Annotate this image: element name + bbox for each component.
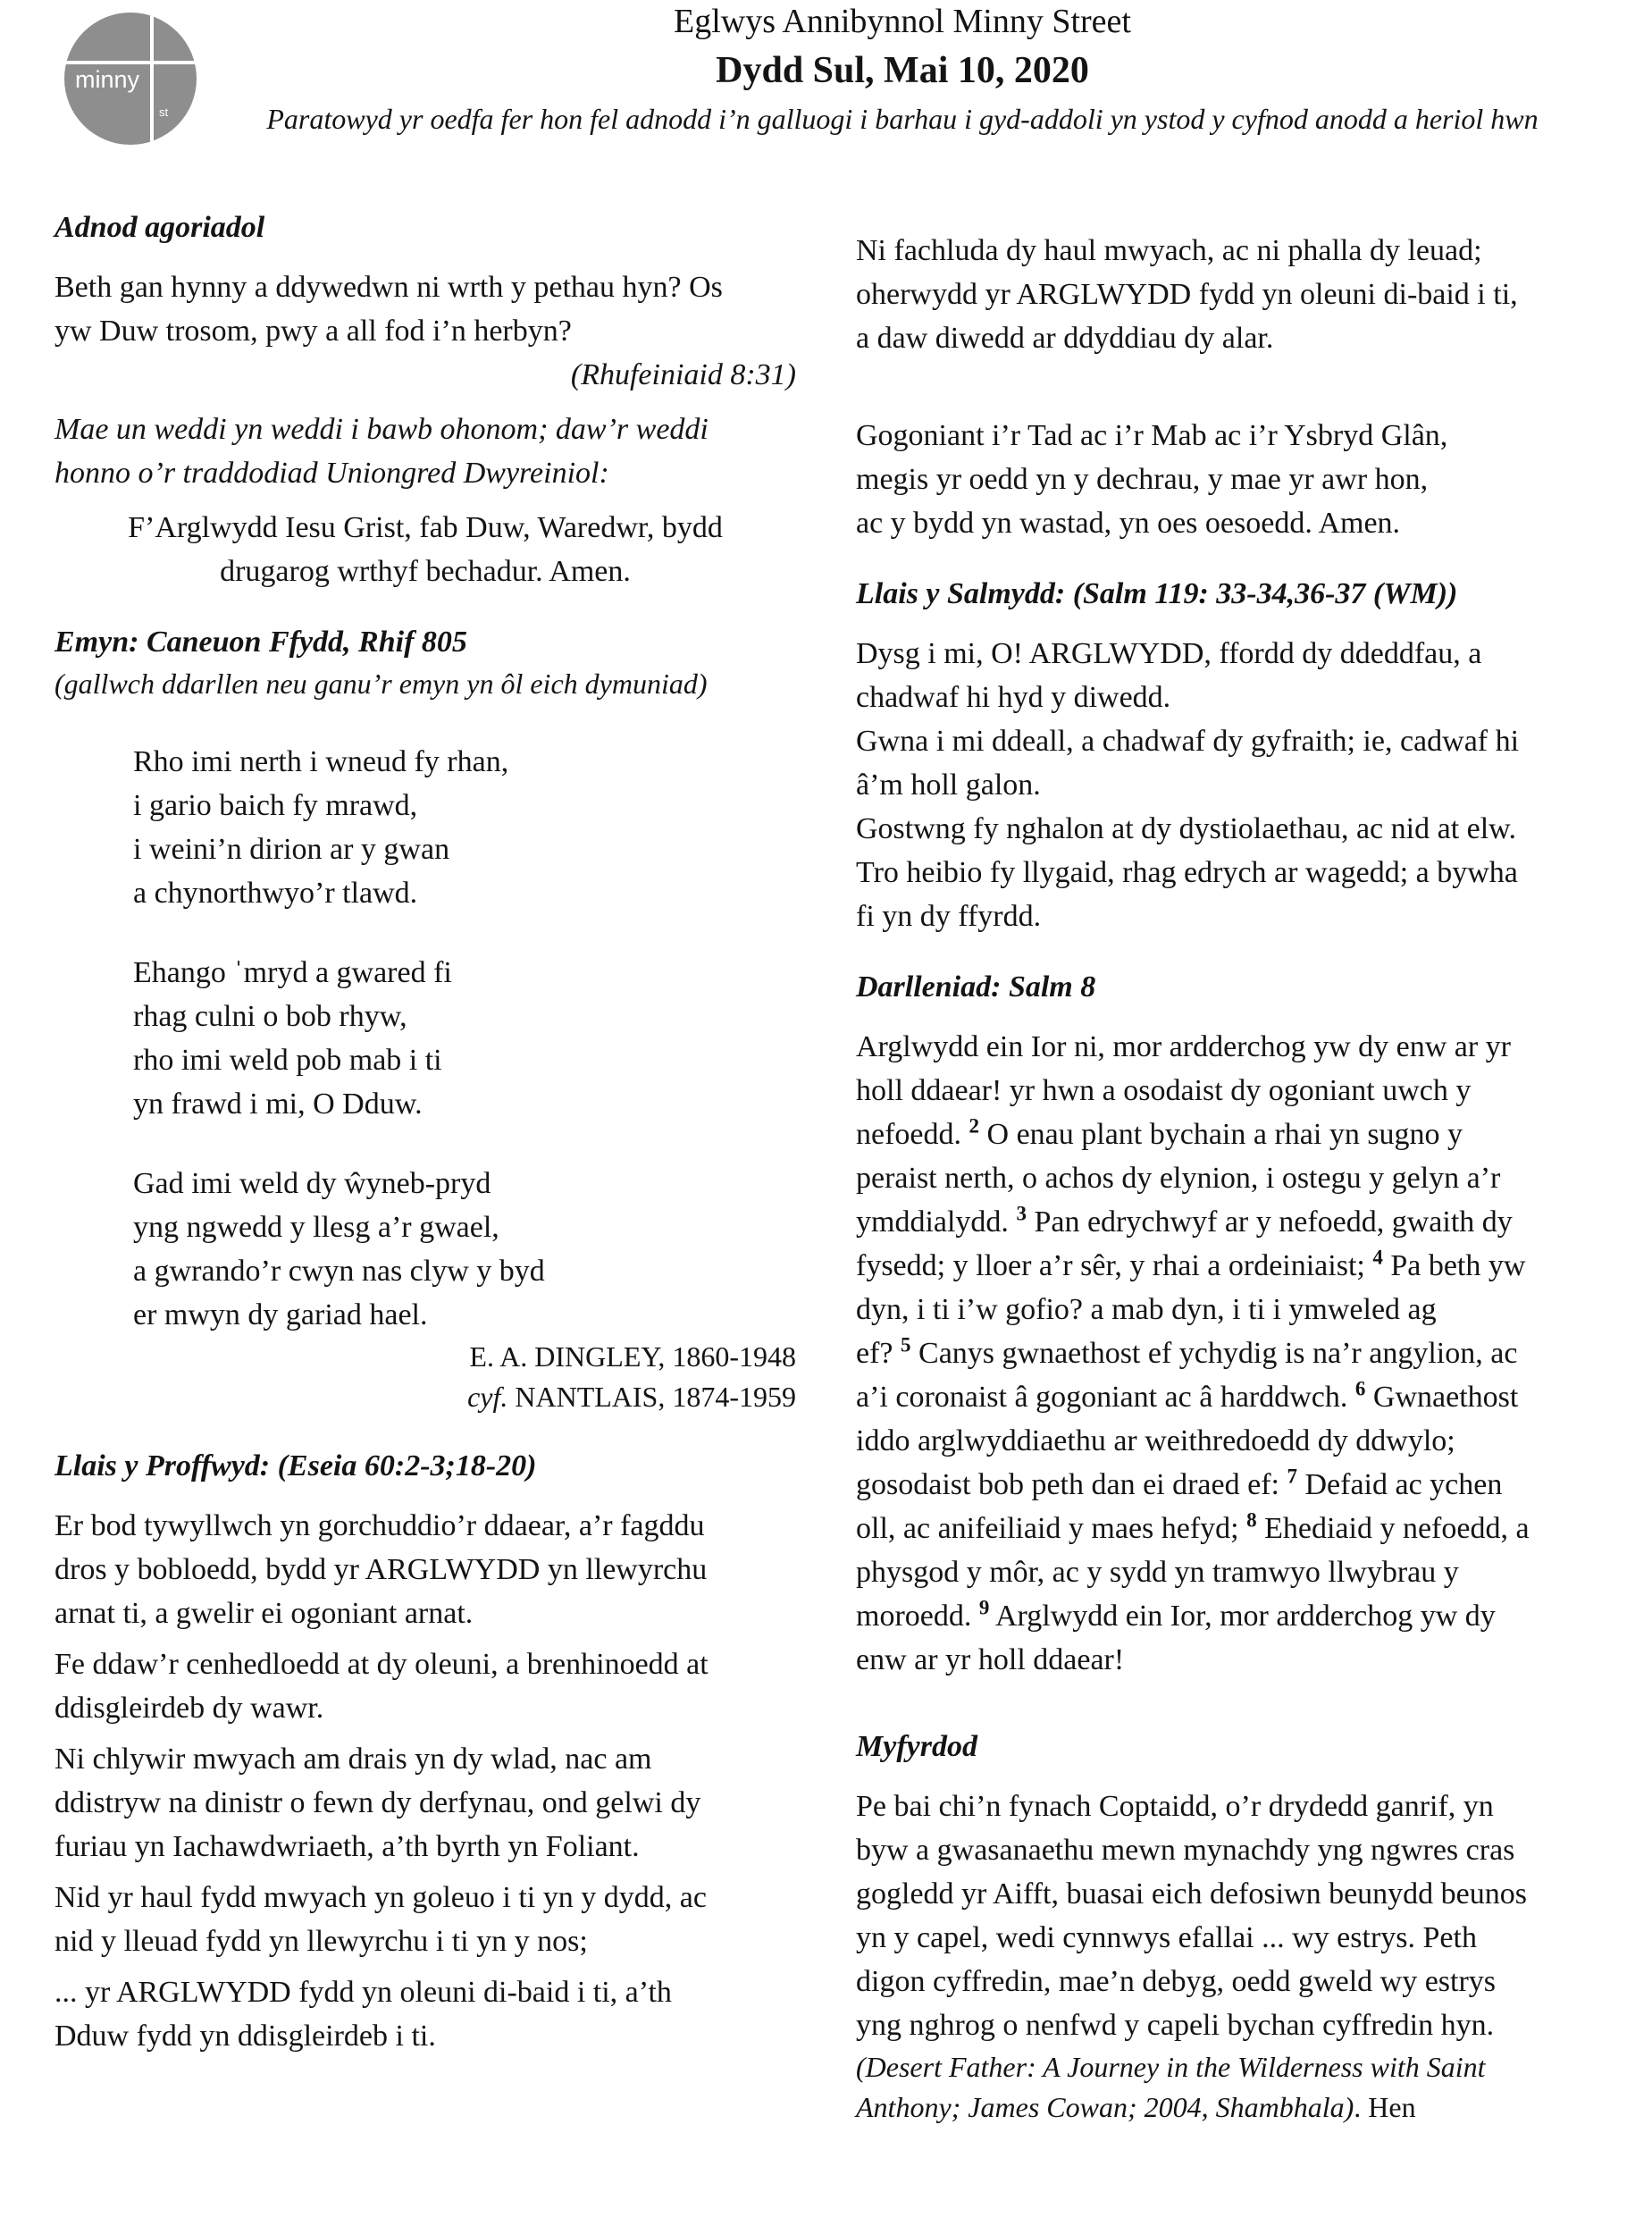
text-line: Ni fachluda dy haul mwyach, ac ni phalla dy leuad; [856, 234, 1482, 267]
citation-line [856, 2087, 1606, 2128]
text-line: â’m holl galon. [856, 768, 1041, 802]
text-run: moroedd. [856, 1600, 979, 1633]
text-line: furiau yn Iachawdwriaeth, a’th byrth yn Foliant. [55, 1830, 640, 1863]
gloria-line: Gogoniant i’r Tad ac i’r Mab ac i’r Ysbryd Glân, [856, 419, 1448, 452]
text-line: Arglwydd ein Ior ni, mor ardderchog yw dy enw ar yr [856, 1030, 1512, 1063]
text-line: ... yr ARGLWYDD fydd yn oleuni di-baid i ti, a’th [55, 1976, 672, 2009]
hymn-author: E. A. DINGLEY, 1860-1948 [469, 1340, 796, 1373]
hymn-line: er mwyn dy gariad hael. [133, 1298, 428, 1331]
hymn-translator [55, 1377, 796, 1417]
text-line: Nid yr haul fydd mwyach yn goleuo i ti yn y dydd, ac [55, 1881, 707, 1914]
text-line: peraist nerth, o achos dy elynion, i ostegu y gelyn a’r [856, 1162, 1501, 1195]
verse-reference: (Rhufeiniaid 8:31) [570, 358, 796, 391]
text-line: dyn, i ti i’w gofio? a mab dyn, i ti i ymweled ag [856, 1293, 1437, 1326]
text-run: nefoedd. [856, 1118, 969, 1151]
text-run: O enau plant bychain a rhai yn sugno y [979, 1118, 1463, 1151]
text-line: oherwydd yr ARGLWYDD fydd yn oleuni di-baid i ti, [856, 278, 1518, 311]
service-date: Dydd Sul, Mai 10, 2020 [716, 50, 1089, 91]
text-run: Gwnaethost [1365, 1381, 1519, 1414]
text-line: digon cyffredin, mae’n debyg, oedd gweld wy estrys [856, 1965, 1497, 1998]
prophet-heading: Llais y Proffwyd: (Eseia 60:2-3;18-20) [55, 1449, 537, 1482]
hymn-line: i weini’n dirion ar y gwan [133, 833, 450, 866]
translator-prefix: cyf. [467, 1381, 508, 1413]
text-line: ddisgleirdeb dy wawr. [55, 1692, 324, 1725]
text-line: arnat ti, a gwelir ei ogoniant arnat. [55, 1597, 474, 1630]
text-line: Beth gan hynny a ddywedwn ni wrth y pethau hyn? Os [55, 271, 723, 304]
text-line: Er bod tywyllwch yn gorchuddio’r ddaear, a’r fagddu [55, 1509, 705, 1542]
text-run: Defaid ac ychen [1296, 1468, 1503, 1501]
hymn-line: rho imi weld pob mab i ti [133, 1044, 442, 1077]
text-line: Tro heibio fy llygaid, rhag edrych ar wagedd; a bywha [856, 856, 1518, 889]
verse-number: 2 [969, 1114, 980, 1138]
text-line: Fe ddaw’r cenhedloedd at dy oleuni, a brenhinoedd at [55, 1648, 709, 1681]
text-line: enw ar yr holl ddaear! [856, 1643, 1125, 1676]
text-line: physgod y môr, ac y sydd yn tramwyo llwybrau y [856, 1556, 1459, 1589]
logo-word: minny [75, 66, 140, 93]
text-line [856, 1463, 1606, 1507]
text-line: Gwna i mi ddeall, a chadwaf dy gyfraith; ie, cadwaf hi [856, 725, 1520, 758]
prayer-line: F’Arglwydd Iesu Grist, fab Duw, Waredwr, bydd [128, 511, 723, 544]
gloria-line: ac y bydd yn wastad, yn oes oesoedd. Amen. [856, 507, 1401, 540]
text-run: ymddialydd. [856, 1205, 1017, 1239]
text-line: yw Duw trosom, pwy a all fod i’n herbyn? [55, 315, 572, 348]
header-subtitle: Paratowyd yr oedfa fer hon fel adnodd i’n galluogi i barhau i gyd-addoli yn ystod y cyfnod anodd a heriol hwn [266, 103, 1539, 135]
hymn-line: i gario baich fy mrawd, [133, 789, 418, 822]
hymn-heading: Emyn: Caneuon Ffydd, Rhif 805 [55, 626, 467, 659]
verse-number: 4 [1372, 1246, 1383, 1269]
text-line [856, 1113, 1606, 1156]
text-run: gosodaist bob peth dan ei draed ef: [856, 1468, 1287, 1501]
verse-number: 7 [1287, 1465, 1297, 1488]
text-run: fysedd; y lloer a’r sêr, y rhai a ordeiniaist; [856, 1249, 1373, 1282]
church-logo [64, 13, 197, 145]
text-run: oll, ac anifeiliaid y maes hefyd; [856, 1512, 1247, 1545]
verse-number: 8 [1246, 1508, 1257, 1532]
hymn-line: yn frawd i mi, O Dduw. [133, 1088, 423, 1121]
text-line: nid y lleuad fydd yn llewyrchu i ti yn y nos; [55, 1925, 588, 1958]
citation-text: Anthony; James Cowan; 2004, Shambhala) [856, 2091, 1354, 2123]
prayer-intro: honno o’r traddodiad Uniongred Dwyreiniol: [55, 457, 609, 490]
logo-cross-horizontal [64, 61, 197, 64]
hymn-line: a chynorthwyo’r tlawd. [133, 877, 418, 910]
text-line: Dduw fydd yn ddisgleirdeb i ti. [55, 2020, 436, 2053]
gloria-line: megis yr oedd yn y dechrau, y mae yr awr hon, [856, 463, 1429, 496]
reflection-heading: Myfyrdod [856, 1730, 977, 1763]
right-column [856, 229, 1606, 2128]
citation-line: (Desert Father: A Journey in the Wilderness with Saint [856, 2051, 1486, 2083]
translator-name: NANTLAIS, 1874-1959 [507, 1381, 796, 1413]
text-line [856, 1200, 1606, 1244]
hymn-line: Ehango ˈmryd a gwared fi [133, 956, 452, 989]
text-line [856, 1331, 1606, 1375]
text-line [856, 1375, 1606, 1419]
text-line: Ni chlywir mwyach am drais yn dy wlad, nac am [55, 1743, 652, 1776]
hymn-line: a gwrando’r cwyn nas clyw y byd [133, 1255, 545, 1288]
logo-cross-vertical [150, 13, 154, 145]
verse-number: 5 [901, 1333, 911, 1356]
text-line: yn y capel, wedi cynnwys efallai ... wy estrys. Peth [856, 1921, 1477, 1954]
prayer-intro: Mae un weddi yn weddi i bawb ohonom; daw’r weddi [55, 413, 709, 446]
text-run: a’i coronaist â gogoniant ac â harddwch. [856, 1381, 1355, 1414]
text-run: Pa beth yw [1382, 1249, 1526, 1282]
text-line: iddo arglwyddiaethu ar weithredoedd dy ddwylo; [856, 1424, 1455, 1457]
prayer-line: drugarog wrthyf bechadur. Amen. [220, 555, 631, 588]
text-line: byw a gwasanaethu mewn mynachdy yng ngwres cras [856, 1834, 1515, 1867]
text-line: fi yn dy ffyrdd. [856, 900, 1042, 933]
verse-number: 6 [1354, 1377, 1366, 1400]
text-line: holl ddaear! yr hwn a osodaist dy ogoniant uwch y [856, 1074, 1472, 1107]
text-line: gogledd yr Aifft, buasai eich defosiwn beunydd beunos [856, 1877, 1528, 1911]
text-run: Canys gwnaethost ef ychydig is na’r angylion, ac [910, 1337, 1518, 1370]
verse-number: 9 [978, 1596, 990, 1619]
hymn-line: Rho imi nerth i wneud fy rhan, [133, 745, 509, 778]
text-line: dros y bobloedd, bydd yr ARGLWYDD yn llewyrchu [55, 1553, 708, 1586]
text-run: Arglwydd ein Ior, mor ardderchog yw dy [989, 1600, 1496, 1633]
hymn-line: Gad imi weld dy ŵyneb-pryd [133, 1167, 491, 1200]
text-line: Pe bai chi’n fynach Coptaidd, o’r drydedd ganrif, yn [856, 1790, 1494, 1823]
citation-tail: . Hen [1354, 2091, 1416, 2123]
left-column [55, 206, 796, 2058]
hymn-note: (gallwch ddarllen neu ganu’r emyn yn ôl eich dymuniad) [55, 668, 708, 700]
text-run: ef? [856, 1337, 901, 1370]
text-line [856, 1507, 1606, 1550]
text-line [856, 1244, 1606, 1288]
psalmist-heading: Llais y Salmydd: (Salm 119: 33-34,36-37 (WM)) [856, 577, 1458, 610]
text-line: a daw diwedd ar ddyddiau dy alar. [856, 322, 1274, 355]
text-line: Dysg i mi, O! ARGLWYDD, ffordd dy ddeddfau, a [856, 637, 1482, 670]
text-run: Ehediaid y nefoedd, a [1256, 1512, 1530, 1545]
text-line: chadwaf hi hyd y diwedd. [856, 681, 1171, 714]
verse-number: 3 [1016, 1202, 1027, 1225]
logo-st: st [159, 105, 169, 119]
text-line [856, 1594, 1606, 1638]
text-run: Pan edrychwyf ar y nefoedd, gwaith dy [1026, 1205, 1513, 1239]
text-line: ddistryw na dinistr o fewn dy derfynau, ond gelwi dy [55, 1786, 701, 1819]
text-line: Gostwng fy nghalon at dy dystiolaethau, ac nid at elw. [856, 812, 1517, 845]
text-line: yng nghrog o nenfwd y capeli bychan cyffredin hyn. [856, 2009, 1495, 2042]
hymn-line: yng ngwedd y llesg a’r gwael, [133, 1211, 499, 1244]
church-name: Eglwys Annibynnol Minny Street [674, 3, 1131, 40]
hymn-line: rhag culni o bob rhyw, [133, 1000, 407, 1033]
reading-heading: Darlleniad: Salm 8 [856, 970, 1096, 1004]
opening-heading: Adnod agoriadol [55, 211, 265, 244]
